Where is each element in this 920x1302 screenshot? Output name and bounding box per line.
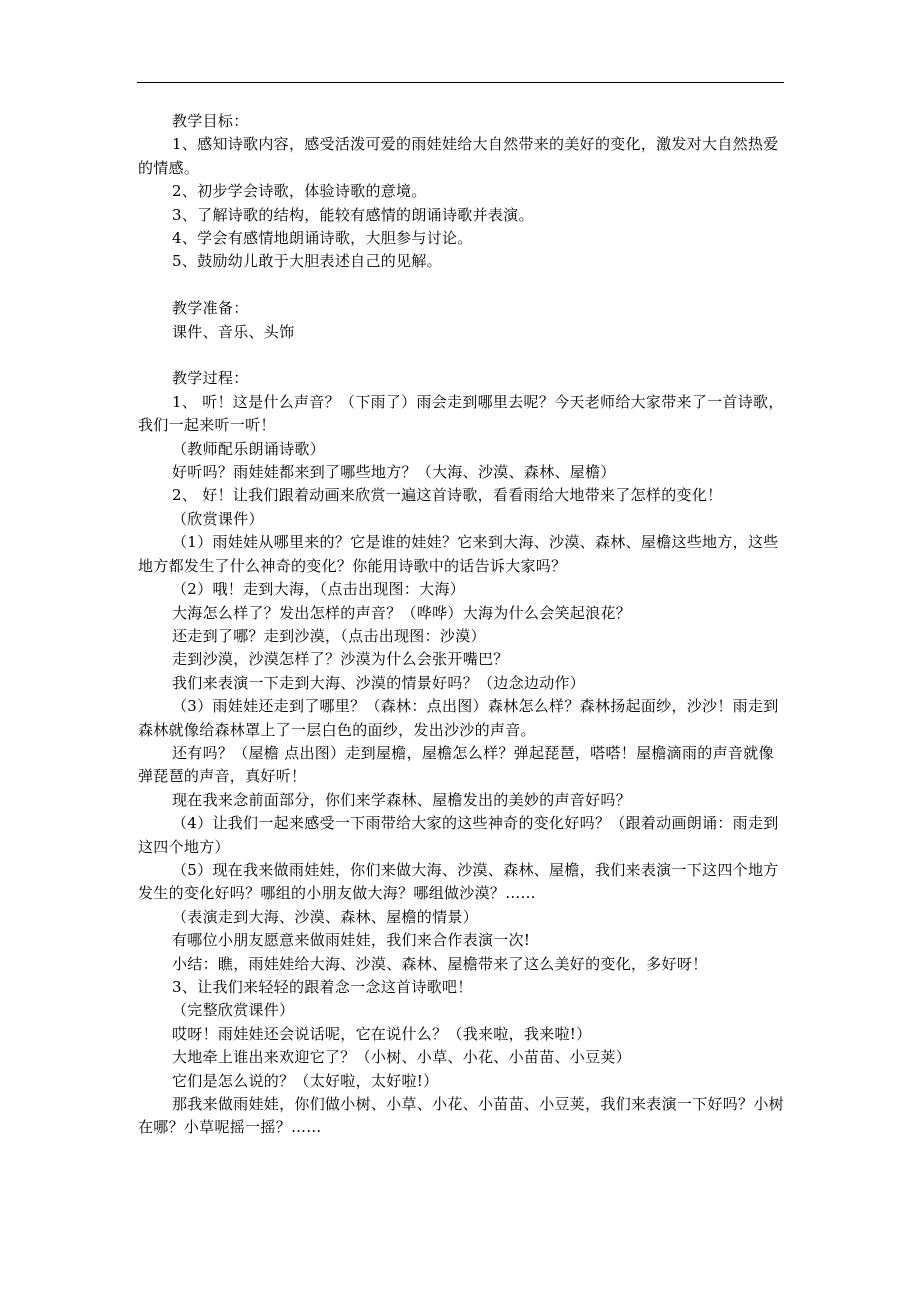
section-spacer [172,344,784,367]
section-heading: 教学目标： [172,112,249,130]
document-body [138,110,785,1140]
paragraph-line: 1、 听！这是什么声音？（下雨了）雨会走到哪里去呢？今天老师给大家带来了一首诗歌，我们一起来听一听！ [138,392,784,435]
paragraph-line: 课件、音乐、头饰 [172,322,295,341]
paragraph-line: 有哪位小朋友愿意来做雨娃娃，我们来合作表演一次! [172,931,531,950]
paragraph-line: 还走到了哪？走到沙漠，（点击出现图：沙漠） [172,626,486,645]
paragraph-line: 3、了解诗歌的结构，能较有感情的朗诵诗歌并表演。 [172,205,534,224]
paragraph-line: （表演走到大海、沙漠、森林、屋檐的情景） [172,907,479,926]
paragraph-line: 现在我来念前面部分，你们来学森林、屋檐发出的美妙的声音好吗？ [172,790,632,809]
paragraph-line: （4）让我们一起来感受一下雨带给大家的这些神奇的变化好吗？（跟着动画朗诵：雨走到这四个地方） [138,814,779,856]
paragraph-line: 3、让我们来轻轻的跟着念一念这首诗歌吧！ [172,978,473,996]
paragraph-line: 大地牵上谁出来欢迎它了？（小树、小草、小花、小苗苗、小豆荚） [172,1048,632,1067]
paragraph-line: （2）哦！走到大海，（点击出现图：大海） [172,580,466,599]
paragraph-line: 4、学会有感情地朗诵诗歌，大胆参与讨论。 [172,229,473,248]
paragraph-line: 大海怎么样了？发出怎样的声音？（哗哗）大海为什么会笑起浪花？ [172,603,632,622]
paragraph-line: （5）现在我来做雨娃娃，你们来做大海、沙漠、森林、屋檐，我们来表演一下这四个地方发生的变化好吗？哪组的小朋友做大海？哪组做沙漠？…… [138,860,779,903]
paragraph-line: 哎呀！雨娃娃还会说话呢，它在说什么？（我来啦，我来啦!） [172,1024,592,1043]
paragraph-line: 2、初步学会诗歌，体验诗歌的意境。 [172,182,427,201]
paragraph-line: 2、 好！让我们跟着动画来欣赏一遍这首诗歌，看看雨给大地带来了怎样的变化！ [172,486,723,505]
paragraph-line: 它们是怎么说的？（太好啦，太好啦!） [172,1071,439,1090]
paragraph-line: 走到沙漠，沙漠怎样了？沙漠为什么会张开嘴巴？ [172,650,509,669]
paragraph-line: 我们来表演一下走到大海、沙漠的情景好吗？（边念边动作） [172,673,586,692]
section-heading: 教学过程： [172,369,249,388]
paragraph-line: （1）雨娃娃从哪里来的？它是谁的娃娃？它来到大海、沙漠、森林、屋檐这些地方，这些地方都发生了什么神奇的变化？你能用诗歌中的话告诉大家吗？ [138,533,779,575]
paragraph-line: 好听吗？雨娃娃都来到了哪些地方？（大海、沙漠、森林、屋檐） [172,463,616,482]
paragraph-line: （教师配乐朗诵诗歌） [172,439,326,458]
paragraph-line: 还有吗？（屋檐 点出图）走到屋檐，屋檐怎么样？弹起琵琶，嗒嗒！屋檐滴雨的声音就像弹琵琶的声音，真好听！ [138,743,774,786]
paragraph-line: 小结：瞧，雨娃娃给大海、沙漠、森林、屋檐带来了这么美好的变化，多好呀！ [172,954,708,973]
paragraph-line: 1、感知诗歌内容，感受活泼可爱的雨娃娃给大自然带来的美好的变化，激发对大自然热爱的情感。 [138,135,779,177]
section-spacer [172,274,784,297]
header-rule [137,82,784,83]
paragraph-line: （3）雨娃娃还走到了哪里？（森林：点出图）森林怎么样？森林扬起面纱，沙沙！雨走到森林就像给森林罩上了一层白色的面纱，发出沙沙的声音。 [138,697,779,739]
paragraph-line: 那我来做雨娃娃，你们做小树、小草、小花、小苗苗、小豆荚，我们来表演一下好吗？小树在哪？小草呢摇一摇？…… [138,1095,785,1137]
paragraph-line: （完整欣赏课件） [172,1001,295,1020]
paragraph-line: （欣赏课件） [172,509,264,528]
section-heading: 教学准备： [172,299,249,318]
paragraph-line: 5、鼓励幼儿敢于大胆表述自己的见解。 [172,252,442,271]
